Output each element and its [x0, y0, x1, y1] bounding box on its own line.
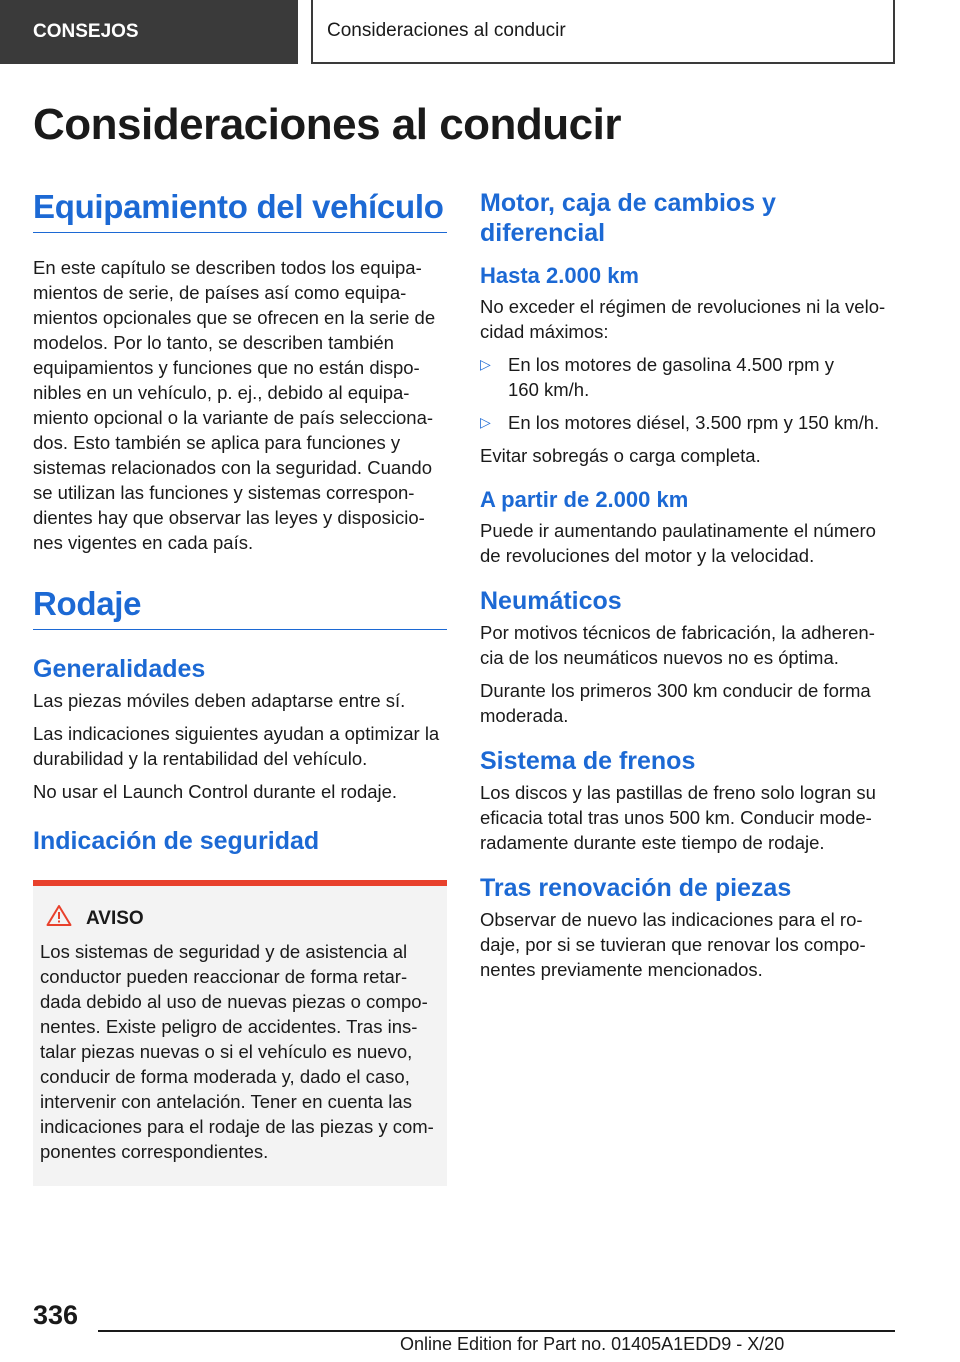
page-title: Consideraciones al conducir — [33, 100, 621, 149]
text-line: Por motivos técnicos de fabricación, la adheren‐ — [480, 622, 875, 643]
safety-heading: Indicación de seguridad — [33, 827, 320, 855]
text-line: sistemas relacionados con la seguridad. Cuando — [33, 457, 433, 478]
equipment-heading: Equipamiento del vehículo — [33, 188, 447, 233]
generalidades-p2 — [33, 721, 447, 771]
edition-text: Online Edition for Part no. 01405A1EDD9 - X/20 — [400, 1334, 785, 1354]
list-item — [480, 352, 898, 402]
triangle-right-icon: ▷ — [480, 414, 491, 430]
text-line: radamente durante este tiempo de rodaje. — [480, 832, 825, 853]
neumaticos-p1 — [480, 620, 898, 670]
text-line: mientos opcionales que se ofrecen en la serie de — [33, 307, 436, 328]
header-section-tab — [0, 0, 298, 64]
warning-line: ponentes correspondientes. — [40, 1141, 269, 1162]
warning-title — [40, 904, 440, 933]
header-section-label: CONSEJOS — [33, 21, 139, 42]
motor-heading-line: diferencial — [480, 219, 606, 247]
warning-title-label: AVISO — [86, 907, 144, 929]
left-column — [33, 188, 447, 1186]
text-line: de revoluciones del motor y la velocidad. — [480, 545, 815, 566]
frenos-paragraph — [480, 780, 898, 855]
text-line: Los discos y las pastillas de freno solo logran su — [480, 782, 876, 803]
text-line: nes vigentes en cada país. — [33, 532, 254, 553]
text-line: mientos de serie, de países así como equipa‐ — [33, 282, 407, 303]
text-line: modelos. Por lo tanto, se describen también — [33, 332, 394, 353]
text-line: Durante los primeros 300 km conducir de forma — [480, 680, 871, 701]
equipment-paragraph — [33, 255, 447, 555]
text-line: equipamientos y funciones que no están dispo‐ — [33, 357, 420, 378]
warning-line: nentes. Existe peligro de accidentes. Tras ins‐ — [40, 1016, 418, 1037]
warning-triangle-icon — [46, 904, 72, 933]
triangle-right-icon: ▷ — [480, 356, 491, 372]
warning-line: dada debido al uso de nuevas piezas o compo‐ — [40, 991, 428, 1012]
list-item — [480, 410, 898, 435]
text-line: En los motores de gasolina 4.500 rpm y — [508, 354, 834, 375]
frenos-heading: Sistema de frenos — [480, 747, 696, 775]
evitar-text: Evitar sobregás o carga completa. — [480, 445, 761, 466]
text-line: daje, por si se tuvieran que renovar los compo‐ — [480, 934, 866, 955]
generalidades-heading: Generalidades — [33, 655, 206, 683]
warning-box — [33, 880, 447, 1186]
text-line: dos. Esto también se aplica para funciones y — [33, 432, 401, 453]
text-line: nibles en un vehículo, p. ej., debido al equipa‐ — [33, 382, 410, 403]
text-line: En los motores diésel, 3.500 rpm y 150 km/h. — [508, 412, 880, 433]
neumaticos-heading: Neumáticos — [480, 587, 622, 615]
text-line: cidad máximos: — [480, 321, 609, 342]
text-line: 160 km/h. — [508, 379, 590, 400]
generalidades-p1: Las piezas móviles deben adaptarse entre sí. — [33, 690, 406, 711]
rodaje-heading: Rodaje — [33, 585, 447, 630]
footer-divider — [98, 1330, 895, 1332]
tras-paragraph — [480, 907, 898, 982]
right-column — [480, 188, 898, 982]
neumaticos-p2 — [480, 678, 898, 728]
text-line: nentes previamente mencionados. — [480, 959, 763, 980]
header-chapter-title — [311, 0, 895, 64]
text-line: En este capítulo se describen todos los equipa‐ — [33, 257, 422, 278]
warning-line: talar piezas nuevas o si el vehículo es nuevo, — [40, 1041, 413, 1062]
motor-heading — [480, 188, 898, 248]
warning-line: Los sistemas de seguridad y de asistencia al — [40, 941, 408, 962]
warning-line: conductor pueden reaccionar de forma retar‐ — [40, 966, 408, 987]
header-chapter-label: Consideraciones al conducir — [327, 20, 566, 41]
motor-heading-line: Motor, caja de cambios y — [480, 189, 776, 217]
warning-line: conducir de forma moderada y, dado el caso, — [40, 1066, 410, 1087]
generalidades-p3: No usar el Launch Control durante el rodaje. — [33, 781, 398, 802]
text-line: durabilidad y la rentabilidad del vehículo. — [33, 748, 368, 769]
text-line: cia de los neumáticos nuevos no es óptima. — [480, 647, 839, 668]
text-line: dientes hay que observar las leyes y disposicio‐ — [33, 507, 425, 528]
tras-heading: Tras renovación de piezas — [480, 874, 792, 902]
text-line: Observar de nuevo las indicaciones para el ro‐ — [480, 909, 863, 930]
text-line: Las indicaciones siguientes ayudan a optimizar la — [33, 723, 440, 744]
hasta-heading: Hasta 2.000 km — [480, 263, 639, 288]
text-line: miento opcional o la variante de país selecciona‐ — [33, 407, 434, 428]
hasta-paragraph — [480, 294, 898, 344]
page-number: 336 — [33, 1300, 79, 1330]
text-line: moderada. — [480, 705, 569, 726]
warning-line: intervenir con antelación. Tener en cuenta las — [40, 1091, 412, 1112]
text-line: eficacia total tras unos 500 km. Conducir mode‐ — [480, 807, 872, 828]
text-line: No exceder el régimen de revoluciones ni la velo‐ — [480, 296, 886, 317]
text-line: se utilizan las funciones y sistemas correspon‐ — [33, 482, 415, 503]
warning-line: indicaciones para el rodaje de las piezas y com‐ — [40, 1116, 434, 1137]
apartir-heading: A partir de 2.000 km — [480, 487, 689, 512]
text-line: Puede ir aumentando paulatinamente el número — [480, 520, 876, 541]
apartir-paragraph — [480, 518, 898, 568]
